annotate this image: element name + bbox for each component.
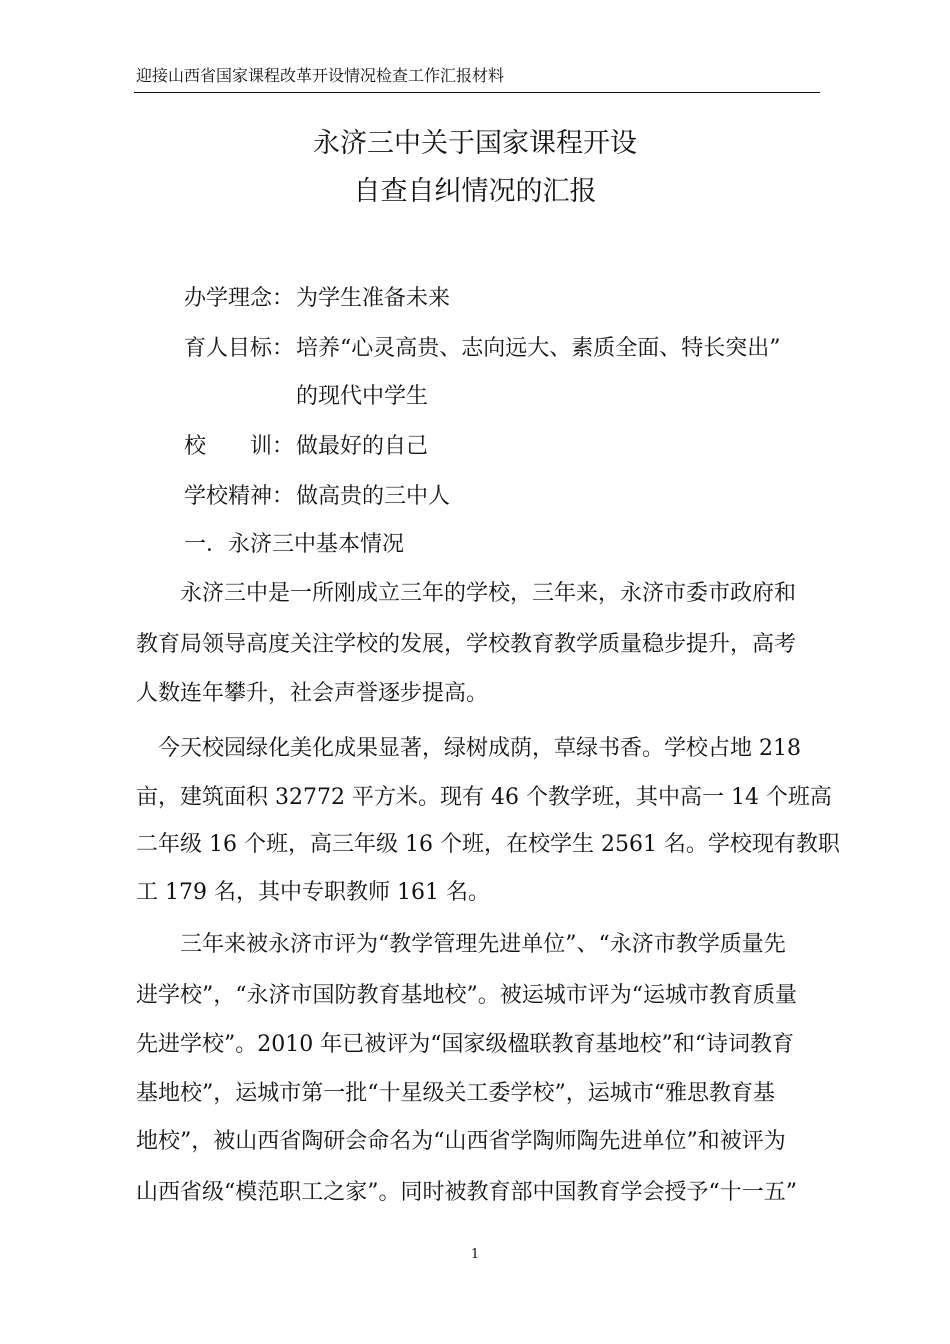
motto-value: 为学生准备未来 [296, 286, 451, 311]
paragraph-line: 三年来被永济市评为“教学管理先进单位”、“永济市教学质量先 [136, 932, 786, 957]
paragraph-line: 永济三中是一所刚成立三年的学校，三年来，永济市委市政府和 [136, 581, 797, 606]
running-header: 迎接山西省国家课程改革开设情况检查工作汇报材料 [136, 66, 505, 85]
motto-label: 学校精神： [184, 484, 295, 509]
header-divider [134, 92, 820, 93]
motto-goal [184, 334, 781, 364]
motto-philosophy [184, 284, 450, 314]
paragraph-line: 亩，建筑面积 32772 平方米。现有 46 个教学班，其中高一 14 个班高 [136, 785, 832, 810]
paragraph-line: 二年级 16 个班，高三年级 16 个班，在校学生 2561 名。学校现有教职 [136, 832, 840, 857]
section-heading: 一．永济三中基本情况 [184, 532, 405, 557]
document-title-line-1: 永济三中关于国家课程开设 [313, 128, 637, 159]
paragraph-line: 人数连年攀升，社会声誉逐步提高。 [136, 681, 489, 706]
motto-value: 做最好的自己 [296, 434, 429, 459]
paragraph-line: 工 179 名，其中专职教师 161 名。 [136, 880, 490, 905]
paragraph-line: 地校”，被山西省陶研会命名为“山西省学陶师陶先进单位”和被评为 [136, 1129, 786, 1154]
motto-school-motto [184, 432, 428, 462]
motto-value: 培养“心灵高贵、志向远大、素质全面、特长突出” [296, 336, 781, 361]
motto-label: 育人目标： [184, 336, 295, 361]
paragraph-line: 山西省级“模范职工之家”。同时被教育部中国教育学会授予“十一五” [136, 1180, 797, 1205]
document-title-line-2: 自查自纠情况的汇报 [353, 176, 597, 207]
paragraph-line: 今天校园绿化美化成果显著，绿树成荫，草绿书香。学校占地 218 [136, 736, 801, 761]
motto-value: 做高贵的三中人 [296, 484, 451, 509]
paragraph-line: 进学校”，“永济市国防教育基地校”。被运城市评为“运城市教育质量 [136, 983, 797, 1008]
paragraph-line: 教育局领导高度关注学校的发展，学校教育教学质量稳步提升，高考 [136, 632, 797, 657]
page-number: 1 [470, 1247, 480, 1262]
motto-label: 校 训： [184, 434, 295, 459]
motto-spirit [184, 482, 450, 512]
motto-goal-continuation: 的现代中学生 [296, 384, 429, 409]
paragraph-line: 先进学校”。2010 年已被评为“国家级楹联教育基地校”和“诗词教育 [136, 1032, 794, 1057]
paragraph-line: 基地校”，运城市第一批“十星级关工委学校”，运城市“雅思教育基 [136, 1081, 775, 1106]
motto-label: 办学理念： [184, 286, 295, 311]
